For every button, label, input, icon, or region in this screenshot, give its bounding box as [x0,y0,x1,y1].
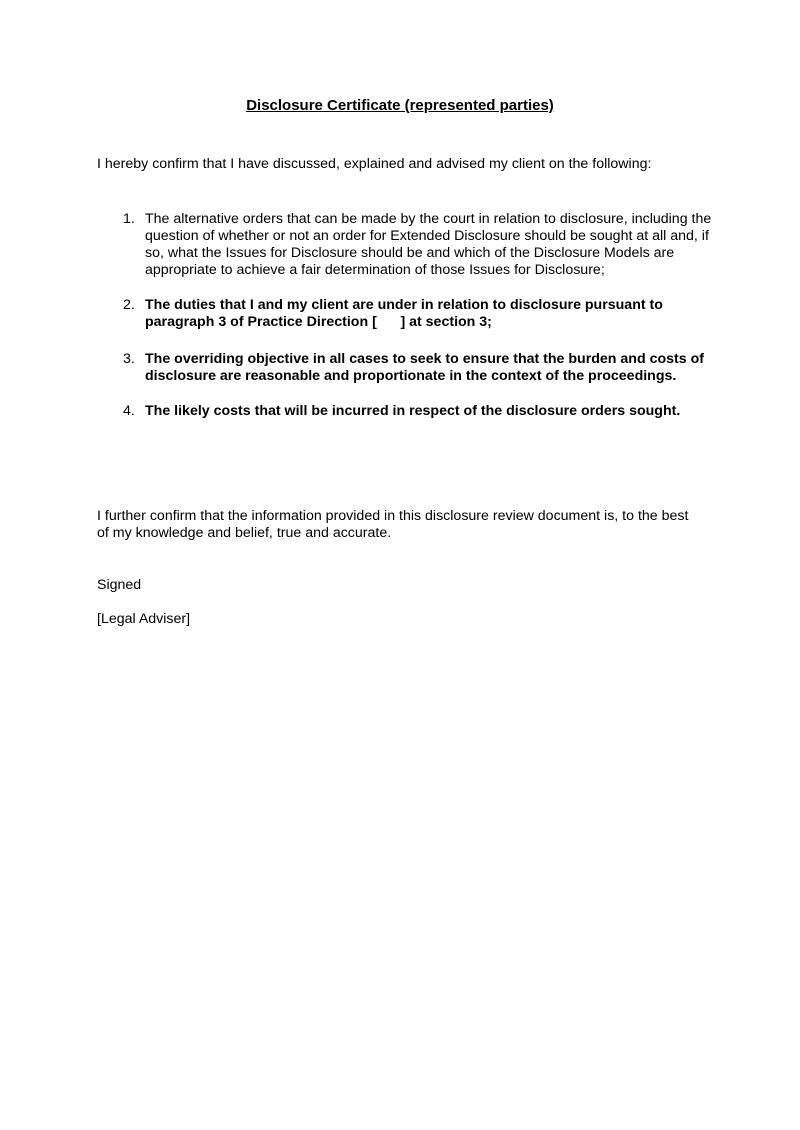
list-item-number: 4. [123,403,135,419]
further-confirmation-paragraph: I further confirm that the information provided in this disclosure review document is, to the best of my knowledge and belief, true and accurate. [97,508,689,541]
confirmation-list [97,211,717,438]
signatory-placeholder: [Legal Adviser] [97,611,191,627]
list-item [97,351,717,385]
list-item-text: The overriding objective in all cases to seek to ensure that the burden and costs of disclosure are reasonable and proportionate in the context of the proceedings. [145,351,704,384]
signed-label: Signed [97,577,142,593]
list-item [97,297,717,331]
list-item [97,403,717,420]
list-item-text: The duties that I and my client are under in relation to disclosure pursuant to paragraph 3 of Practice Direction [ ] at section 3; [145,297,667,330]
list-item-number: 3. [123,351,135,367]
document-title: Disclosure Certificate (represented parties) [246,97,554,114]
list-item [97,211,717,279]
list-item-text: The alternative orders that can be made by the court in relation to disclosure, including the question of whether or not an order for Extended Disclosure should be sought at all and, if so, what the Issues for Disclosure should be and which of the Disclosure Models are appropriate to achieve a fair determination of those Issues for Disclosure; [145,211,712,278]
list-item-number: 2. [123,297,135,313]
list-item-number: 1. [123,211,135,227]
list-item-text: The likely costs that will be incurred in respect of the disclosure orders sought. [145,403,681,419]
intro-paragraph: I hereby confirm that I have discussed, explained and advised my client on the following: [97,156,652,172]
